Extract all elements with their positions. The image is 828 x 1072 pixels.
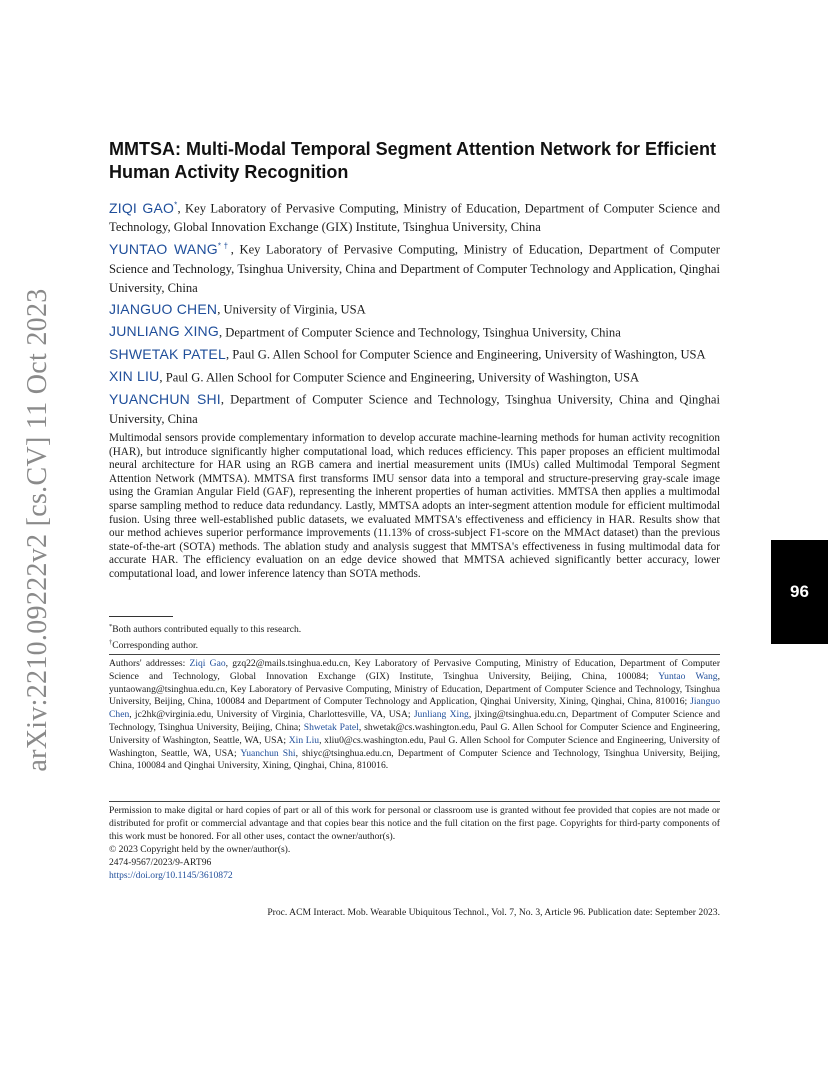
author-entry — [109, 320, 720, 342]
footnote-divider — [109, 616, 173, 617]
author-affiliation: , Paul G. Allen School for Computer Science and Engineering, University of Washington, USA — [225, 347, 706, 362]
footnote-equal: *Both authors contributed equally to this research. — [109, 623, 302, 636]
author-entry — [109, 342, 720, 364]
author-name[interactable]: YUNTAO WANG*† — [109, 240, 231, 257]
author-entry — [109, 297, 720, 319]
author-name[interactable]: JIANGUO CHEN — [109, 300, 218, 317]
author-entry — [109, 196, 720, 237]
permission-block — [109, 805, 720, 882]
author-affiliation: , Key Laboratory of Pervasive Computing, Ministry of Education, Department of Computer Science and Technology, Tsinghua University, China and Department of Computer Technology and Application, Qinghai University, China — [109, 242, 721, 295]
address-author-link[interactable]: Yuntao Wang — [658, 670, 718, 682]
address-author-link[interactable]: Junliang Xing — [413, 709, 469, 721]
footnote-corresponding: †Corresponding author. — [109, 639, 199, 652]
author-marks: * — [174, 200, 178, 209]
author-entry — [109, 237, 720, 297]
author-entry — [109, 365, 720, 387]
issn-line: 2474-9567/2023/9-ART96 — [109, 856, 212, 868]
running-footer: Proc. ACM Interact. Mob. Wearable Ubiquitous Technol., Vol. 7, No. 3, Article 96. Publication date: September 2023. — [267, 907, 720, 918]
addresses-divider — [109, 654, 720, 655]
author-affiliation: , University of Virginia, USA — [217, 302, 366, 317]
address-author-link[interactable]: Yuanchun Shi — [240, 747, 296, 759]
page-number-tab — [771, 540, 828, 644]
address-author-link[interactable]: Shwetak Patel — [303, 721, 359, 733]
doi-link[interactable]: https://doi.org/10.1145/3610872 — [109, 869, 233, 881]
author-name[interactable]: YUANCHUN SHI — [109, 390, 221, 407]
author-marks: *† — [217, 241, 231, 251]
abstract: Multimodal sensors provide complementary information to develop accurate machine-learning methods for human activity recognition (HAR), but introduce significantly higher computational load, which reduces efficiency. This paper proposes an efficient multimodal neural architecture for HAR using an RGB camera and inertial measurement units (IMUs) called Multimodal Temporal Segment Attention Network (MMTSA). MMTSA first transforms IMU sensor data into a temporal and structure-preserving gray-scale image using the Gramian Angular Field (GAF), representing the inherent properties of human activities. MMTSA then applies a multimodal sparse sampling method to reduce data redundancy. Lastly, MMTSA adopts an inter-segment attention module for efficient multimodal fusion. Using three well-established public datasets, we evaluated MMTSA's effectiveness and efficiency in HAR. Results show that our method achieves superior performance improvements (11.13% of cross-subject F1-score on the MMAct dataset) than the previous state-of-the-art (SOTA) methods. The ablation study and analysis suggest that MMTSA's effectiveness in fusing multimodal data for accurate HAR. The efficiency evaluation on an edge device showed that MMTSA achieved significantly better accuracy, lower computational load, and lower inference latency than SOTA methods. — [109, 432, 720, 580]
author-affiliation: , Paul G. Allen School for Computer Science and Engineering, University of Washington, USA — [159, 370, 640, 385]
author-affiliation: , Department of Computer Science and Technology, Tsinghua University, China and Qinghai University, China — [109, 392, 721, 426]
author-name[interactable]: SHWETAK PATEL — [109, 345, 226, 362]
address-author-link[interactable]: Jianguo Chen — [109, 696, 720, 721]
permission-text: Permission to make digital or hard copies of part or all of this work for personal or classroom use is granted without fee provided that copies are not made or distributed for profit or commercial advantage and that copies bear this notice and the full citation on the first page. Copyrights for third-party components of this work must be honored. For all other uses, contact the owner/author(s). — [109, 805, 720, 842]
author-affiliation: , Department of Computer Science and Technology, Tsinghua University, China — [218, 325, 621, 340]
author-list — [109, 196, 720, 428]
author-name[interactable]: ZIQI GAO* — [109, 199, 178, 216]
permission-divider — [109, 801, 720, 802]
author-addresses: Authors' addresses: Ziqi Gao, gzq22@mails.tsinghua.edu.cn, Key Laboratory of Pervasive Computing, Ministry of Education, Department of Computer Science and Technology, Global Innovation Exchange (GIX) Institute, Tsinghua University, Beijing, China, 100084; Yuntao Wang, yuntaowang@tsinghua.edu.cn, Key Laboratory of Pervasive Computing, Ministry of Education, Department of Computer Science and Technology, Tsinghua University, Beijing, China, 100084 and Department of Computer Technology and Application, Qinghai University, Xining, Qinghai, China, 810016; Jianguo Chen, jc2hk@virginia.edu, University of Virginia, Charlottesville, VA, USA; Junliang Xing, jlxing@tsinghua.edu.cn, Department of Computer Science and Technology, Tsinghua University, Beijing, China; Shwetak Patel, shwetak@cs.washington.edu, Paul G. Allen School for Computer Science and Engineering, University of Washington, Seattle, WA, USA; Xin Liu, xliu0@cs.washington.edu, Paul G. Allen School for Computer Science and Engineering, University of Washington, Seattle, WA, USA; Yuanchun Shi, shiyc@tsinghua.edu.cn, Department of Computer Science and Technology, Tsinghua University, Beijing, China, 100084 and Qinghai University, Xining, Qinghai, China, 810016. — [109, 658, 721, 772]
arxiv-identifier — [18, 290, 58, 770]
footnotes — [109, 620, 720, 652]
copyright-line: © 2023 Copyright held by the owner/author(s). — [109, 843, 291, 855]
author-entry — [109, 387, 720, 428]
paper-title: MMTSA: Multi-Modal Temporal Segment Attention Network for Efficient Human Activity Recognition — [109, 139, 716, 182]
address-author-link[interactable]: Ziqi Gao — [189, 658, 226, 669]
author-affiliation: , Key Laboratory of Pervasive Computing, Ministry of Education, Department of Computer Science and Technology, Global Innovation Exchange (GIX) Institute, Tsinghua University, China — [109, 201, 721, 235]
author-name[interactable]: XIN LIU — [109, 368, 160, 385]
address-author-link[interactable]: Xin Liu — [288, 734, 320, 746]
page-number: 96 — [790, 582, 809, 601]
author-name[interactable]: JUNLIANG XING — [109, 323, 219, 340]
arxiv-identifier-text: arXiv:2210.09222v2 [cs.CV] 11 Oct 2023 — [22, 288, 53, 772]
